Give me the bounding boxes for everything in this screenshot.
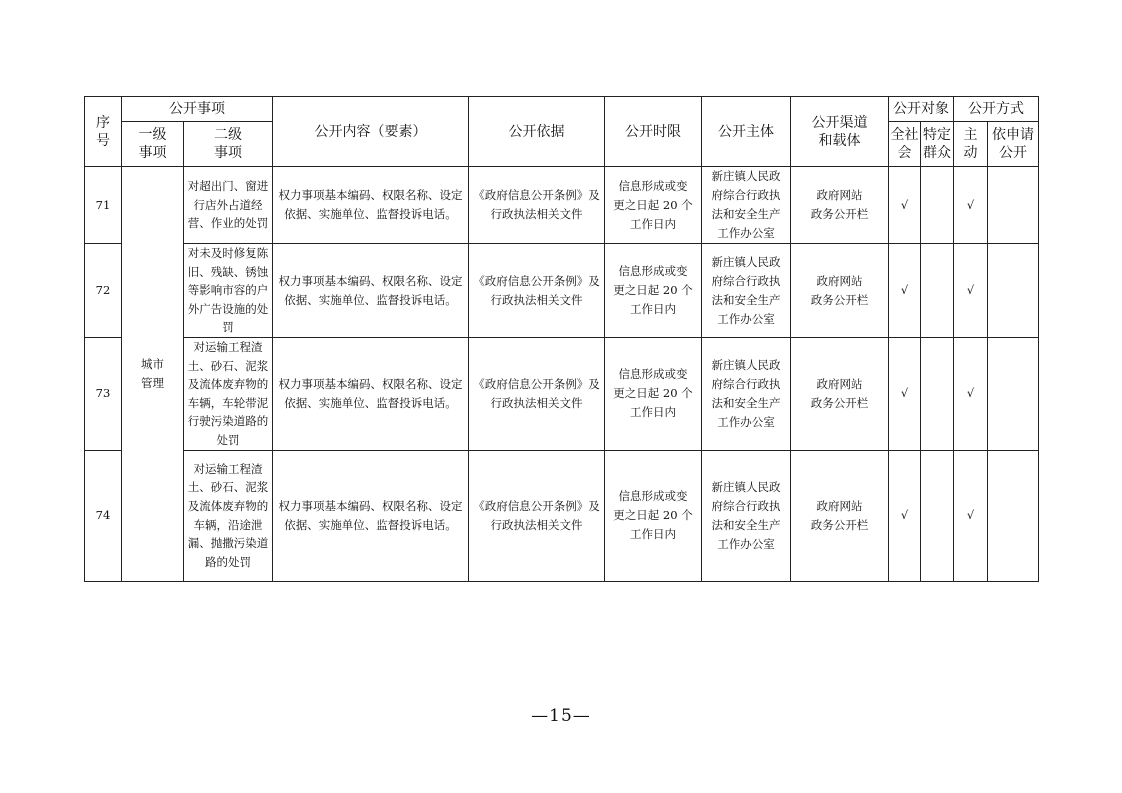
header-level2: 二级 事项 — [184, 122, 273, 167]
row-subject: 新庄镇人民政 府综合行政执 法和安全生产 工作办公室 — [702, 450, 791, 581]
row-on-request — [988, 167, 1039, 244]
row-time-limit: 信息形成或变 更之日起 20 个 工作日内 — [605, 244, 702, 338]
row-on-request — [988, 450, 1039, 581]
header-target-group: 公开对象 — [889, 97, 954, 122]
header-specific-group: 特定 群众 — [921, 122, 954, 167]
row-item: 对超出门、窗进行店外占道经营、作业的处罚 — [184, 167, 273, 244]
row-content: 权力事项基本编码、权限名称、设定依据、实施单位、监督投诉电话。 — [273, 450, 469, 581]
header-all-society: 全社 会 — [889, 122, 921, 167]
header-basis: 公开依据 — [469, 97, 605, 167]
row-all-society: √ — [889, 244, 921, 338]
row-subject: 新庄镇人民政 府综合行政执 法和安全生产 工作办公室 — [702, 244, 791, 338]
row-all-society: √ — [889, 338, 921, 451]
header-items-group: 公开事项 — [122, 97, 273, 122]
header-on-request: 依申请 公开 — [988, 122, 1039, 167]
row-time-limit: 信息形成或变 更之日起 20 个 工作日内 — [605, 450, 702, 581]
header-channel: 公开渠道 和载体 — [791, 97, 889, 167]
row-all-society: √ — [889, 450, 921, 581]
header-subject: 公开主体 — [702, 97, 791, 167]
row-specific-group — [921, 244, 954, 338]
table-row — [85, 450, 1039, 581]
row-content: 权力事项基本编码、权限名称、设定依据、实施单位、监督投诉电话。 — [273, 167, 469, 244]
row-content: 权力事项基本编码、权限名称、设定依据、实施单位、监督投诉电话。 — [273, 338, 469, 451]
row-seq: 73 — [85, 338, 122, 451]
row-channel: 政府网站 政务公开栏 — [791, 244, 889, 338]
row-specific-group — [921, 450, 954, 581]
row-channel: 政府网站 政务公开栏 — [791, 338, 889, 451]
row-channel: 政府网站 政务公开栏 — [791, 450, 889, 581]
row-seq: 71 — [85, 167, 122, 244]
row-basis: 《政府信息公开条例》及行政执法相关文件 — [469, 450, 605, 581]
row-subject: 新庄镇人民政 府综合行政执 法和安全生产 工作办公室 — [702, 167, 791, 244]
table-row — [85, 244, 1039, 338]
row-specific-group — [921, 167, 954, 244]
row-active: √ — [954, 338, 988, 451]
row-channel: 政府网站 政务公开栏 — [791, 167, 889, 244]
header-level1: 一级 事项 — [122, 122, 184, 167]
row-seq: 74 — [85, 450, 122, 581]
table-row — [85, 167, 1039, 244]
row-time-limit: 信息形成或变 更之日起 20 个 工作日内 — [605, 338, 702, 451]
header-seq: 序 号 — [85, 97, 122, 167]
header-content: 公开内容（要素） — [273, 97, 469, 167]
row-active: √ — [954, 450, 988, 581]
row-subject: 新庄镇人民政 府综合行政执 法和安全生产 工作办公室 — [702, 338, 791, 451]
row-content: 权力事项基本编码、权限名称、设定依据、实施单位、监督投诉电话。 — [273, 244, 469, 338]
category-cell: 城市 管理 — [122, 167, 184, 582]
row-item: 对运输工程渣土、砂石、泥浆及流体废弃物的车辆，车轮带泥行驶污染道路的处罚 — [184, 338, 273, 451]
row-basis: 《政府信息公开条例》及行政执法相关文件 — [469, 338, 605, 451]
disclosure-table — [84, 96, 1039, 582]
row-item: 对未及时修复陈旧、残缺、锈蚀等影响市容的户外广告设施的处罚 — [184, 244, 273, 338]
row-all-society: √ — [889, 167, 921, 244]
row-seq: 72 — [85, 244, 122, 338]
row-basis: 《政府信息公开条例》及行政执法相关文件 — [469, 167, 605, 244]
row-on-request — [988, 338, 1039, 451]
header-active: 主 动 — [954, 122, 988, 167]
row-active: √ — [954, 167, 988, 244]
row-specific-group — [921, 338, 954, 451]
row-time-limit: 信息形成或变 更之日起 20 个 工作日内 — [605, 167, 702, 244]
row-on-request — [988, 244, 1039, 338]
page-number: —15— — [531, 706, 591, 726]
row-item: 对运输工程渣土、砂石、泥浆及流体废弃物的车辆，沿途泄漏、抛撒污染道路的处罚 — [184, 450, 273, 581]
row-active: √ — [954, 244, 988, 338]
row-basis: 《政府信息公开条例》及行政执法相关文件 — [469, 244, 605, 338]
header-method-group: 公开方式 — [954, 97, 1039, 122]
header-time-limit: 公开时限 — [605, 97, 702, 167]
table-row — [85, 338, 1039, 451]
